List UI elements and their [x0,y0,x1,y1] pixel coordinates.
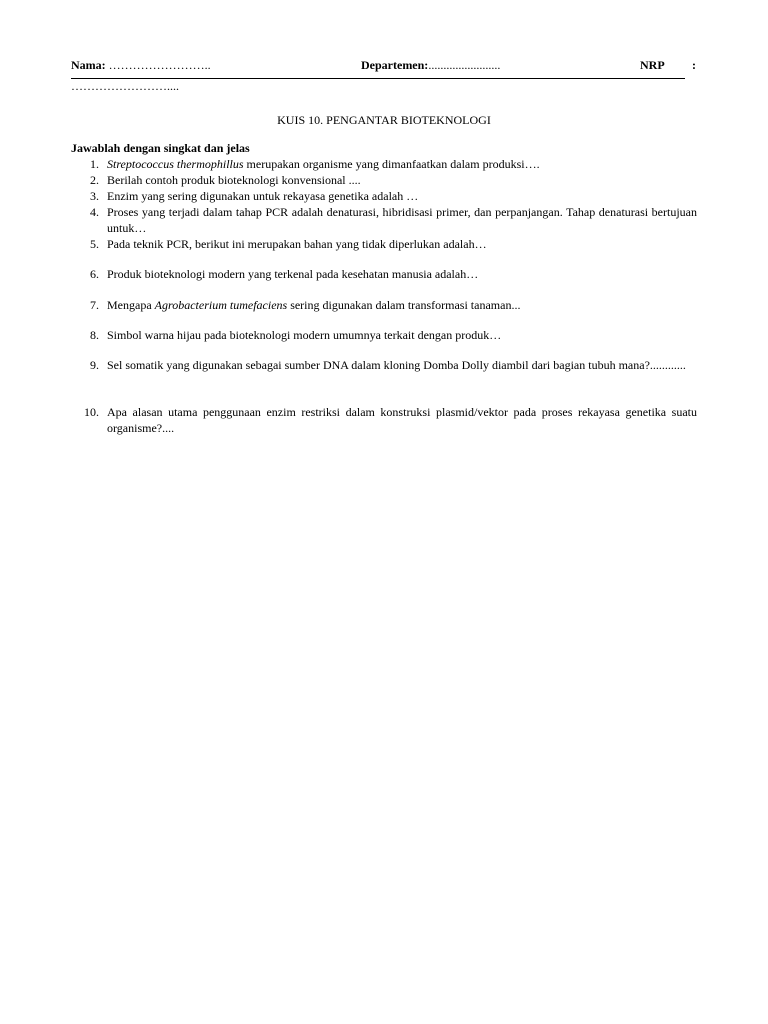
question-text [107,204,697,236]
nrp-blank: …………………….... [71,79,179,93]
question-body: Produk bioteknologi modern yang terkenal pada kesehatan manusia adalah… [107,267,479,281]
nrp-label: NRP [640,58,665,72]
student-info-header [71,57,697,73]
question-number: 3. [90,189,99,203]
question-number: 1. [90,157,99,171]
instruction-text: Jawablah dengan singkat dan jelas [71,141,250,155]
departemen-field [361,57,500,73]
question-text [107,156,697,172]
question-text [107,236,697,252]
question-body: Pada teknik PCR, berikut ini merupakan bahan yang tidak diperlukan adalah… [107,237,487,251]
question-prefix: Mengapa [107,298,155,312]
question-number: 9. [90,358,99,372]
question-body: Enzim yang sering digunakan untuk rekayasa genetika adalah … [107,189,419,203]
question-text [107,297,697,313]
question-body: sering digunakan dalam transformasi tanaman... [287,298,521,312]
departemen-label: Departemen: [361,58,429,72]
nama-field [71,57,211,73]
question-text [107,404,697,436]
question-text [107,357,697,373]
question-body: Sel somatik yang digunakan sebagai sumber DNA dalam kloning Domba Dolly diambil dari bagian tubuh mana?............ [107,358,686,372]
question-number: 8. [90,328,99,342]
question-number: 2. [90,173,99,187]
species-name: Agrobacterium tumefaciens [154,298,288,312]
page-title: KUIS 10. PENGANTAR BIOTEKNOLOGI [277,113,491,127]
departemen-blank: ........................ [428,58,501,72]
nrp-colon: : [692,58,696,72]
question-number: 5. [90,237,99,251]
question-number: 4. [90,205,99,219]
question-text [107,172,697,188]
question-body: Berilah contoh produk bioteknologi konvensional .... [107,173,361,187]
question-number: 10. [84,405,99,419]
question-text [107,266,697,282]
nama-blank: …………………….. [105,58,211,72]
question-text [107,327,697,343]
question-body: Apa alasan utama penggunaan enzim restriksi dalam konstruksi plasmid/vektor pada proses rekayasa genetika suatu organisme?.... [107,405,697,435]
species-name: Streptococcus thermophillus [107,157,244,171]
question-body: Proses yang terjadi dalam tahap PCR adalah denaturasi, hibridisasi primer, dan perpanjangan. Tahap denaturasi bertujuan untuk… [107,205,697,235]
question-number: 6. [90,267,99,281]
question-text [107,188,697,204]
question-body: Simbol warna hijau pada bioteknologi modern umumnya terkait dengan produk… [107,328,502,342]
nama-label: Nama: [71,58,106,72]
question-body: merupakan organisme yang dimanfaatkan dalam produksi…. [243,157,540,171]
question-number: 7. [90,298,99,312]
